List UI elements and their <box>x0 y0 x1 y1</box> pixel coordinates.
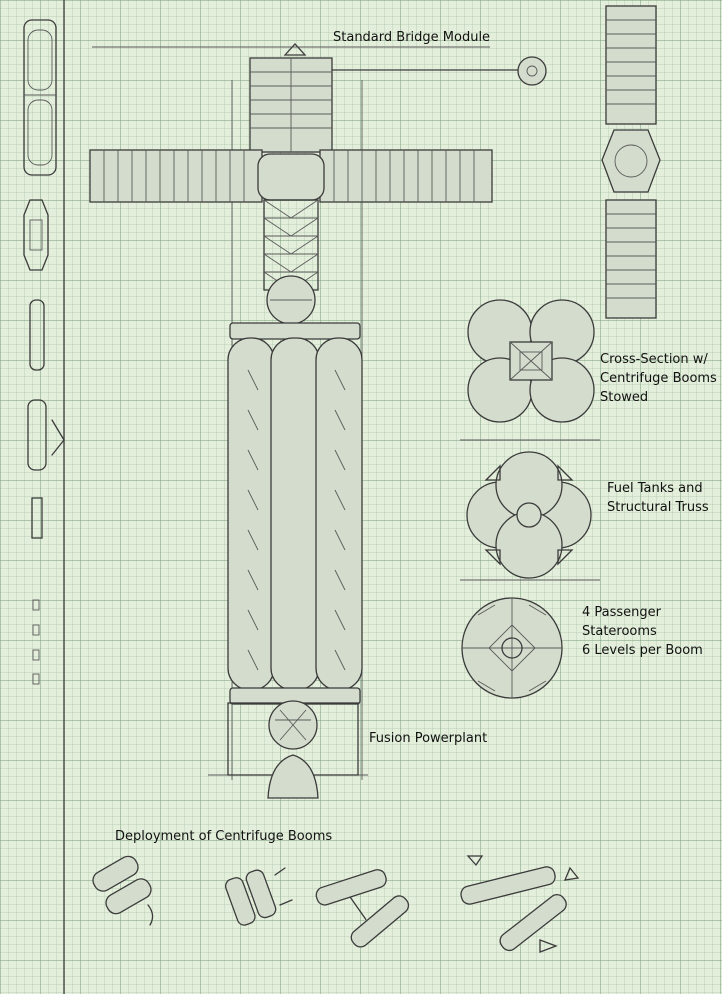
solar-arms <box>90 150 492 202</box>
cross-section-stowed <box>468 300 594 422</box>
label-staterooms-line: Staterooms <box>582 624 657 639</box>
deployment-sequence <box>90 853 578 954</box>
label-cross-section-line: Stowed <box>600 390 649 405</box>
stowed-side-view <box>602 6 660 318</box>
fuel-tank-section <box>467 452 591 578</box>
label-staterooms-line: 4 Passenger <box>582 605 662 620</box>
bridge-module <box>250 44 546 152</box>
label-bridge-module: Standard Bridge Module <box>333 30 491 45</box>
staterooms-section <box>462 598 562 698</box>
label-cross-section-line: Cross-Section w/ <box>600 352 708 367</box>
label-fuel-tanks <box>607 479 709 517</box>
truss-spine <box>264 200 318 324</box>
label-fusion-powerplant: Fusion Powerplant <box>369 731 488 746</box>
side-view-sketches <box>24 20 64 684</box>
main-hull <box>228 323 362 704</box>
label-deployment: Deployment of Centrifuge Booms <box>115 829 333 844</box>
label-staterooms <box>582 603 703 660</box>
label-cross-section-line: Centrifuge Booms <box>600 371 717 386</box>
fusion-powerplant <box>228 701 358 798</box>
label-cross-section <box>600 350 717 407</box>
label-fuel-tanks-line: Fuel Tanks and <box>607 481 703 496</box>
label-staterooms-line: 6 Levels per Boom <box>582 643 703 658</box>
label-fuel-tanks-line: Structural Truss <box>607 500 709 515</box>
